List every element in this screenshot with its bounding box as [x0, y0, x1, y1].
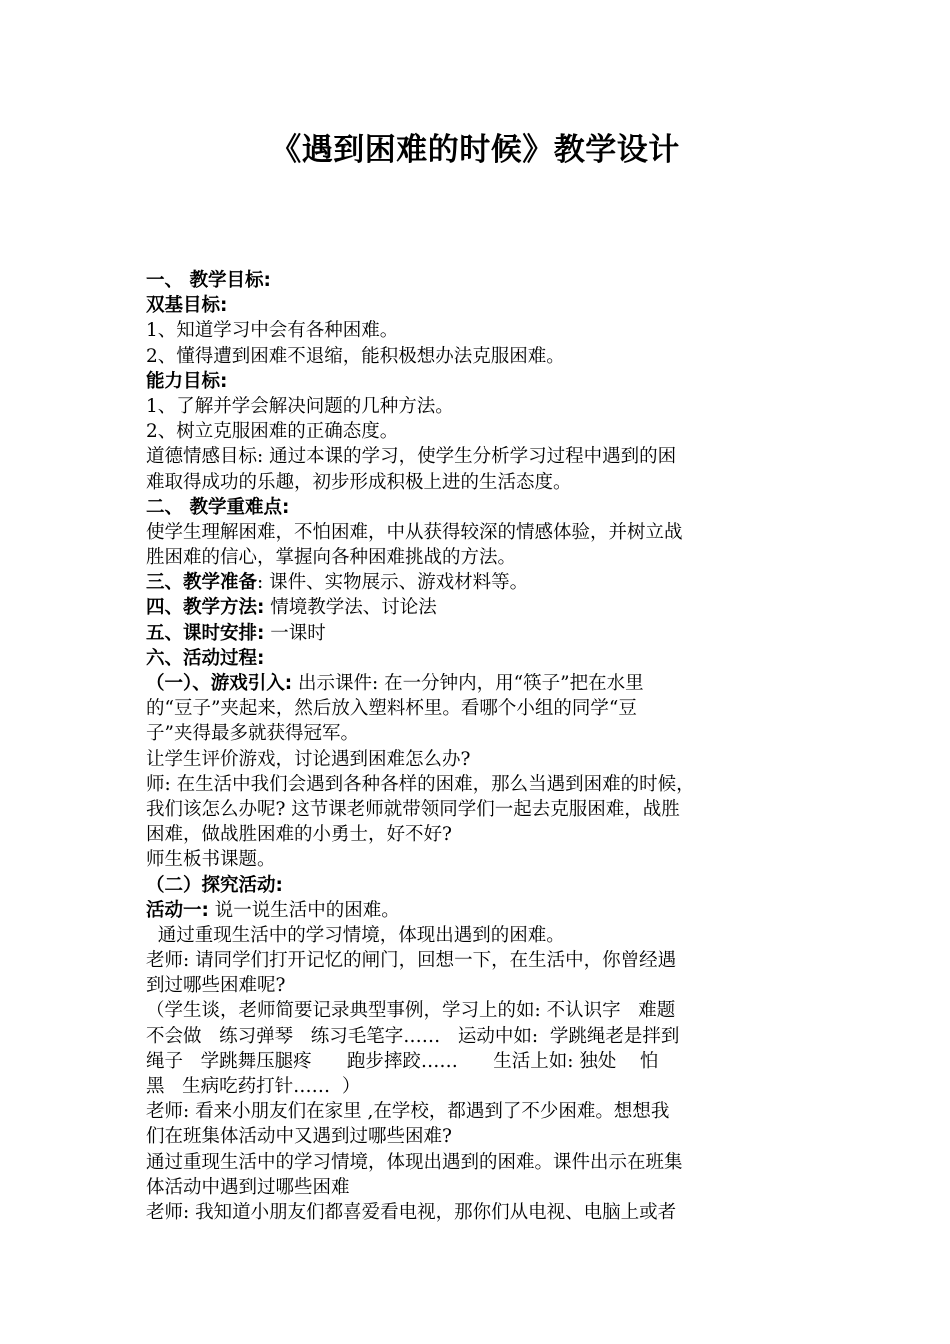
line-text: 让学生评价游戏，讨论遇到困难怎么办? — [146, 748, 471, 770]
text-line — [146, 1124, 814, 1149]
document-body — [146, 268, 814, 1225]
text-line — [146, 797, 814, 822]
text-line — [146, 570, 814, 595]
bold-heading: 四、教学方法: — [146, 597, 265, 619]
line-text: 体活动中遇到过哪些困难 — [146, 1176, 350, 1198]
text-line — [146, 595, 814, 620]
text-line — [146, 444, 814, 469]
line-text: 到过哪些困难呢? — [146, 975, 286, 997]
text-line — [146, 646, 814, 671]
text-line — [146, 1200, 814, 1225]
text-line — [146, 1024, 814, 1049]
text-line — [146, 495, 814, 520]
line-text: 道德情感目标: 通过本课的学习，使学生分析学习过程中遇到的困 — [146, 446, 677, 468]
document-title: 《遇到困难的时候》教学设计 — [270, 132, 680, 168]
line-text: 一课时 — [264, 622, 326, 644]
text-line — [146, 998, 814, 1023]
bold-heading: 能力目标: — [146, 370, 228, 392]
line-text: 老师: 我知道小朋友们都喜爱看电视，那你们从电视、电脑上或者 — [146, 1201, 677, 1223]
line-text: 老师: 看来小朋友们在家里 ,在学校，都遇到了不少困难。想想我 — [146, 1101, 670, 1123]
line-text: 师: 在生活中我们会遇到各种各样的困难，那么当遇到困难的时候， — [146, 773, 695, 795]
line-text: 1、了解并学会解决问题的几种方法。 — [146, 395, 454, 417]
bold-heading: 二、 教学重难点: — [146, 496, 290, 518]
text-line — [146, 1150, 814, 1175]
text-line — [146, 847, 814, 872]
text-line — [146, 948, 814, 973]
text-line — [146, 696, 814, 721]
text-line — [146, 268, 814, 293]
text-line — [146, 747, 814, 772]
line-text: 说一说生活中的困难。 — [208, 899, 400, 921]
text-line — [146, 621, 814, 646]
text-line — [146, 1175, 814, 1200]
text-line — [146, 520, 814, 545]
text-line — [146, 545, 814, 570]
text-line — [146, 1099, 814, 1124]
line-text: 通过重现生活中的学习情境，体现出遇到的困难。课件出示在班集 — [146, 1151, 683, 1173]
text-line — [146, 369, 814, 394]
bold-heading: 活动一: — [146, 899, 209, 921]
bold-heading: 双基目标: — [146, 295, 228, 317]
text-line — [146, 873, 814, 898]
text-line — [146, 394, 814, 419]
text-line — [146, 721, 814, 746]
line-text: 师生板书课题。 — [146, 849, 276, 871]
text-line — [146, 923, 814, 948]
line-text: 出示课件: 在一分钟内，用“筷子”把在水里 — [292, 673, 644, 694]
line-text: 2、懂得遭到困难不退缩，能积极想办法克服困难。 — [146, 345, 565, 367]
line-text: : 课件、实物展示、游戏材料等。 — [257, 572, 529, 594]
bold-heading: 五、课时安排: — [146, 622, 265, 644]
line-text: 黑 生病吃药打针…… ） — [146, 1076, 361, 1097]
line-text: 子”夹得最多就获得冠军。 — [146, 723, 359, 745]
line-text: 使学生理解困难，不怕困难，中从获得较深的情感体验，并树立战 — [146, 521, 683, 543]
text-line — [146, 973, 814, 998]
line-text: 不会做 练习弹琴 练习毛笔字…… 运动中如: 学跳绳老是拌到 — [146, 1025, 680, 1047]
bold-heading: （一）、游戏引入: — [146, 673, 293, 694]
text-line — [146, 772, 814, 797]
text-line — [146, 671, 814, 696]
line-text: 老师: 请同学们打开记忆的闸门，回想一下，在生活中，你曾经遇 — [146, 950, 677, 972]
line-text: 胜困难的信心，掌握向各种困难挑战的方法。 — [146, 547, 517, 569]
text-line — [146, 898, 814, 923]
bold-heading: （二）探究活动: — [146, 874, 283, 896]
line-text: 1、知道学习中会有各种困难。 — [146, 320, 399, 342]
line-text: 我们该怎么办呢? 这节课老师就带领同学们一起去克服困难，战胜 — [146, 798, 680, 820]
line-text: 们在班集体活动中又遇到过哪些困难? — [146, 1126, 452, 1148]
text-line — [146, 318, 814, 343]
text-line — [146, 344, 814, 369]
line-text: 绳子 学跳舞压腿疼 跑步摔跤…… 生活上如: 独处 怕 — [146, 1050, 659, 1072]
text-line — [146, 822, 814, 847]
text-line — [146, 419, 814, 444]
text-line — [146, 293, 814, 318]
line-text: 困难，做战胜困难的小勇士，好不好? — [146, 824, 452, 846]
line-text: 情境教学法、讨论法 — [264, 597, 437, 619]
bold-heading: 一、 教学目标: — [146, 270, 271, 291]
line-text: （学生谈，老师简要记录典型事例，学习上的如: 不认识字 难题 — [146, 1000, 676, 1022]
line-text: 难取得成功的乐趣，初步形成积极上进的生活态度。 — [146, 471, 572, 493]
text-line — [146, 1049, 814, 1074]
line-text: 2、树立克服困难的正确态度。 — [146, 421, 399, 443]
bold-heading: 六、活动过程: — [146, 647, 265, 669]
bold-heading: 三、教学准备 — [146, 572, 258, 594]
text-line — [146, 470, 814, 495]
text-line — [146, 1074, 814, 1099]
line-text: 的“豆子”夹起来，然后放入塑料杯里。看哪个小组的同学“豆 — [146, 698, 637, 720]
line-text: 通过重现生活中的学习情境，体现出遇到的困难。 — [146, 924, 565, 946]
